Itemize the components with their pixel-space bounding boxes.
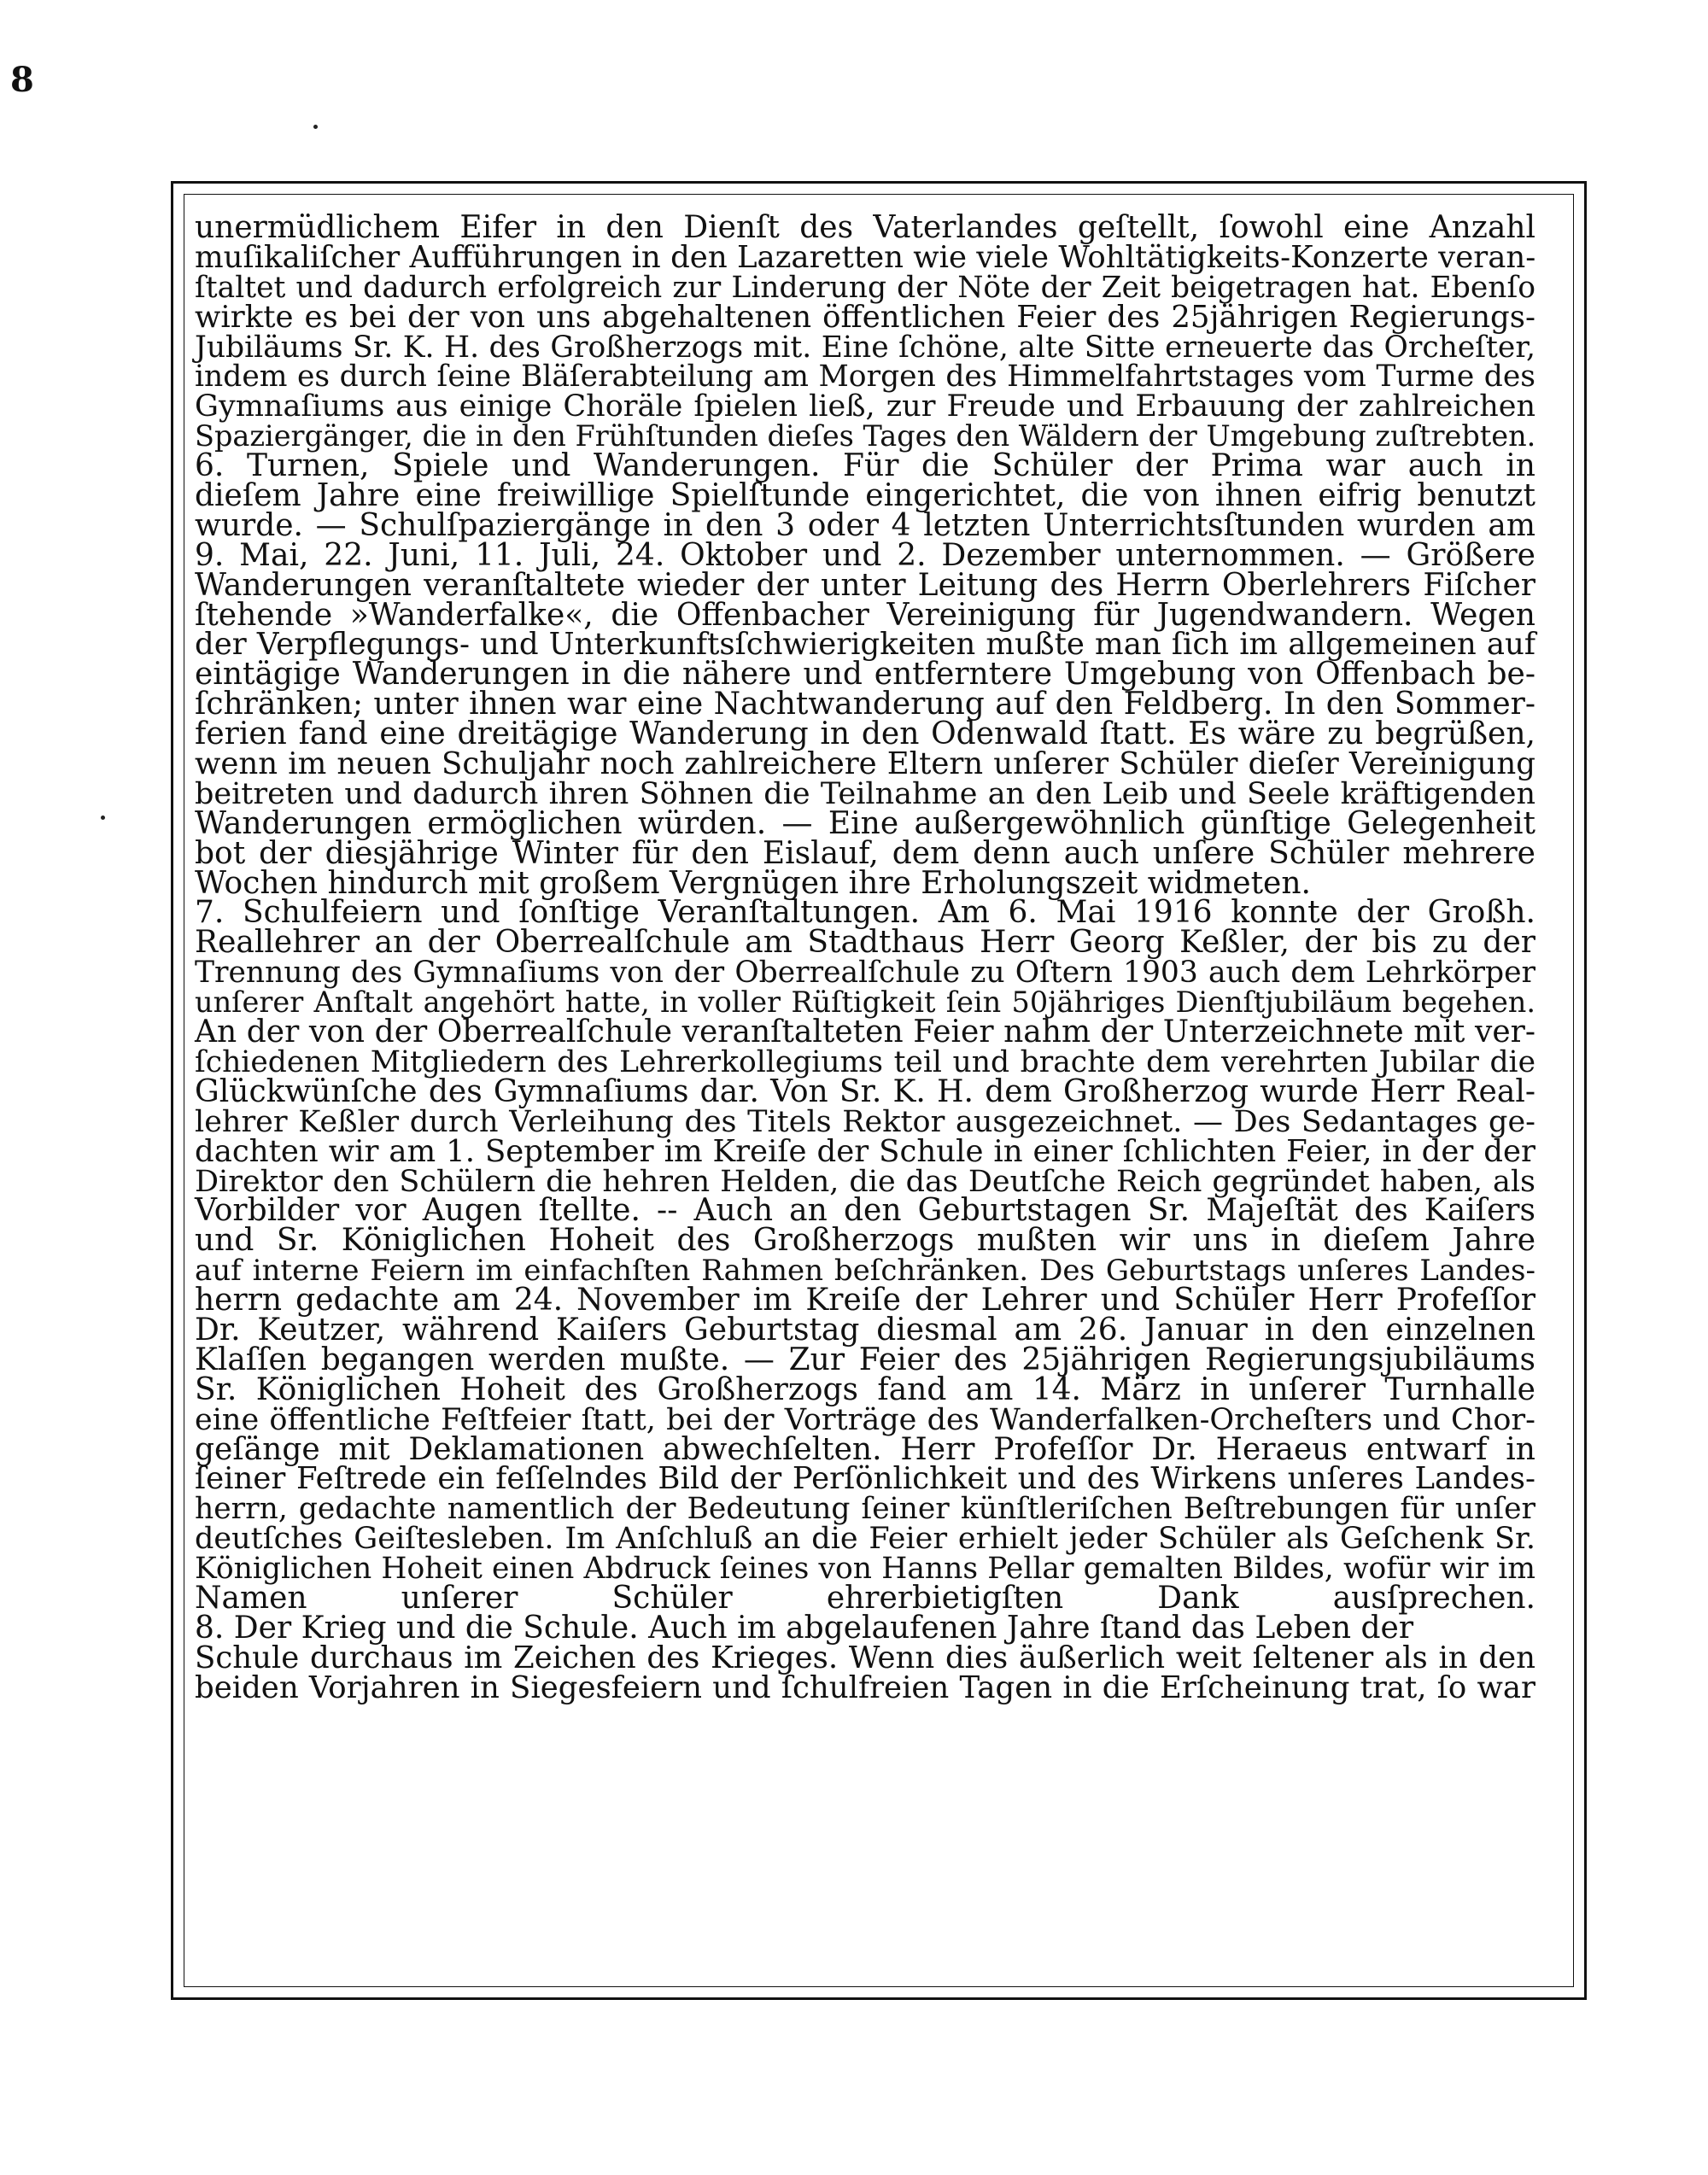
text-line: ſchränken; unter ihnen war eine Nachtwanderung auf den Feldberg. In den Sommer- [195, 687, 1535, 722]
text-line: geſänge mit Deklamationen abwechſelten. Herr Profeſſor Dr. Heraeus entwarf in [195, 1431, 1535, 1467]
text-line: Gymnaſiums aus einige Choräle ſpielen ließ, zur Freude und Erbauung der zahlreichen [195, 389, 1535, 424]
text-line: Vorbilder vor Augen ſtellte. -- Auch an den Geburtstagen Sr. Majeſtät des Kaiſers [195, 1193, 1535, 1229]
text-line: Wanderungen ermöglichen würden. — Eine außergewöhnlich günſtige Gelegenheit [195, 805, 1535, 841]
text-line: dieſem Jahre eine freiwillige Spielſtunde eingerichtet, die von ihnen eifrig benutzt [195, 478, 1535, 514]
text-line: 7. Schulfeiern und ſonſtige Veranſtaltungen. Am 6. Mai 1916 konnte der Großh. [195, 895, 1535, 931]
text-line: indem es durch ſeine Bläſerabteilung am Morgen des Himmelfahrtstages vom Turme des [195, 360, 1535, 395]
body-text [195, 210, 1536, 1733]
text-line: lehrer Keßler durch Verleihung des Titels Rektor ausgezeichnet. — Des Sedantages ge- [195, 1104, 1535, 1139]
text-line: ſtaltet und dadurch erfolgreich zur Linderung der Nöte der Zeit beigetragen hat. Ebenſo [195, 270, 1535, 305]
text-line: Glückwünſche des Gymnaſiums dar. Von Sr. K. H. dem Großherzog wurde Herr Real- [195, 1073, 1535, 1109]
text-line: Wanderungen veranſtaltete wieder der unter Leitung des Herrn Oberlehrers Fiſcher [195, 567, 1535, 603]
text-line [195, 1704, 1535, 1734]
text-line: Trennung des Gymnaſiums von der Oberrealſchule zu Oſtern 1903 auch dem Lehrkörper [195, 956, 1535, 991]
text-line: Schule durchaus im Zeichen des Krieges. Wenn dies äußerlich weit ſeltener als in den [195, 1640, 1535, 1675]
text-line: ferien fand eine dreitägige Wanderung in den Odenwald ſtatt. Es wäre zu begrüßen, [195, 716, 1535, 752]
text-line: Klaſſen begangen werden mußte. — Zur Feier des 25jährigen Regierungsjubiläums [195, 1342, 1535, 1377]
text-line: Wochen hindurch mit großem Vergnügen ihre Erholungszeit widmeten. [195, 865, 1311, 901]
text-line: und Sr. Königlichen Hoheit des Großherzogs mußten wir uns in dieſem Jahre [195, 1223, 1535, 1259]
text-line: An der von der Oberrealſchule veranſtalteten Feier nahm der Unterzeichnete mit ver- [195, 1014, 1535, 1050]
text-line: auf interne Feiern im einfachſten Rahmen beſchränken. Des Geburtstags unſeres Landes- [195, 1254, 1535, 1289]
ink-speck [313, 125, 318, 129]
text-line: unermüdlichem Eifer in den Dienſt des Vaterlandes geſtellt, ſowohl eine Anzahl [195, 210, 1535, 245]
text-line: Direktor den Schülern die hehren Helden, die das Deutſche Reich gegründet haben, als [195, 1164, 1535, 1199]
text-line: 6. Turnen, Spiele und Wanderungen. Für die Schüler der Prima war auch in [195, 448, 1535, 484]
text-line: Jubiläums Sr. K. H. des Großherzogs mit. Eine ſchöne, alte Sitte erneuerte das Orcheſter, [195, 330, 1535, 365]
text-line: ſchiedenen Mitgliedern des Lehrerkollegiums teil und brachte dem verehrten Jubilar die [195, 1044, 1535, 1079]
page-number: 8 [10, 60, 34, 100]
ink-speck [101, 816, 105, 820]
text-line: herrn, gedachte namentlich der Bedeutung ſeiner künſtleriſchen Beſtrebungen für unſer [195, 1492, 1535, 1527]
text-line: ſeiner Feſtrede ein feſſelndes Bild der Perſönlichkeit und des Wirkens unſeres Landes- [195, 1461, 1535, 1497]
text-line: Namen unſerer Schüler ehrerbietigſten Dank ausſprechen. [195, 1580, 1535, 1616]
text-line: 8. Der Krieg und die Schule. Auch im abgelaufenen Jahre ſtand das Leben der [195, 1610, 1414, 1646]
text-line: wirkte es bei der von uns abgehaltenen öffentlichen Feier des 25jährigen Regierungs- [195, 299, 1535, 335]
text-line: unſerer Anſtalt angehört hatte, in voller Rüſtigkeit ſein 50jähriges Dienſtjubiläum begehen. [195, 985, 1535, 1020]
text-line: Königlichen Hoheit einen Abdruck ſeines von Hanns Pellar gemalten Bildes, wofür wir im [195, 1552, 1535, 1587]
text-line: beitreten und dadurch ihren Söhnen die Teilnahme an den Leib und Seele kräftigenden [195, 776, 1535, 811]
text-line: Spaziergänger, die in den Frühſtunden dieſes Tages den Wäldern der Umgebung zuſtrebten. [195, 419, 1536, 453]
text-line: Reallehrer an der Oberrealſchule am Stadthaus Herr Georg Keßler, der bis zu der [195, 925, 1535, 961]
text-line: ſtehende »Wanderfalke«, die Offenbacher Vereinigung für Jugendwandern. Wegen [195, 597, 1535, 633]
text-line: herrn gedachte am 24. November im Kreiſe der Lehrer und Schüler Herr Profeſſor [195, 1283, 1535, 1318]
text-line: dachten wir am 1. September im Kreiſe der Schule in einer ſchlichten Feier, in der der [195, 1133, 1535, 1169]
text-line: Sr. Königlichen Hoheit des Großherzogs fand am 14. März in unſerer Turnhalle [195, 1371, 1535, 1407]
text-line: beiden Vorjahren in Siegesfeiern und ſchulfreien Tagen in die Erſcheinung trat, ſo war [195, 1669, 1535, 1705]
text-line: muſikaliſcher Aufführungen in den Lazaretten wie viele Wohltätigkeits-Konzerte veran- [195, 239, 1536, 275]
text-line: 9. Mai, 22. Juni, 11. Juli, 24. Oktober und 2. Dezember unternommen. — Größere [195, 537, 1535, 573]
text-line: eintägige Wanderungen in die nähere und entferntere Umgebung von Offenbach be- [195, 657, 1535, 693]
text-line: wurde. — Schulſpaziergänge in den 3 oder 4 letzten Unterrichtsſtunden wurden am [195, 507, 1535, 543]
text-line: Dr. Keutzer, während Kaiſers Geburtstag diesmal am 26. Januar in den einzelnen [195, 1312, 1535, 1348]
text-line: deutſches Geiſtesleben. Im Anſchluß an die Feier erhielt jeder Schüler als Geſchenk Sr. [195, 1522, 1535, 1557]
text-line: der Verpflegungs- und Unterkunftsſchwierigkeiten mußte man ſich im allgemeinen auf [195, 627, 1535, 663]
text-line: eine öffentliche Feſtfeier ſtatt, bei der Vorträge des Wanderfalken-Orcheſters und Chor- [195, 1402, 1535, 1437]
text-line: wenn im neuen Schuljahr noch zahlreichere Eltern unſerer Schüler dieſer Vereinigung [195, 746, 1535, 782]
text-line: bot der diesjährige Winter für den Eislauf, dem denn auch unſere Schüler mehrere [195, 835, 1535, 871]
